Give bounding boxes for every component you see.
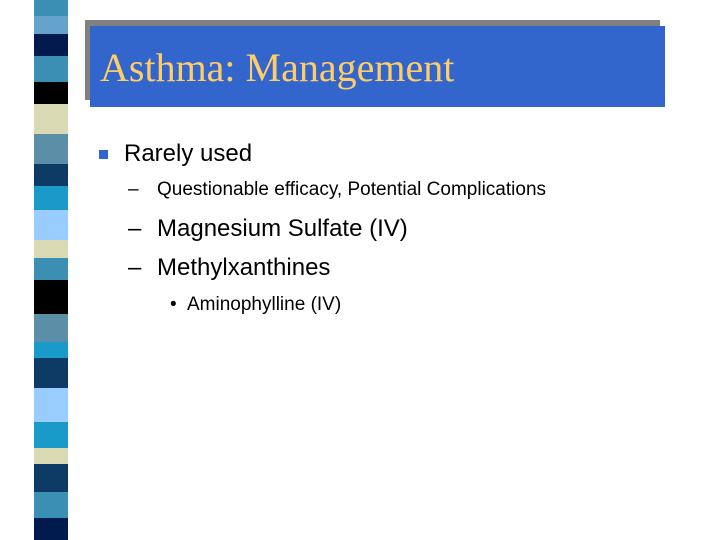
square-bullet-icon	[99, 150, 108, 159]
dash-marker: –	[128, 179, 139, 200]
bullet-rarely-used: Rarely used	[124, 140, 253, 167]
sub-bullet-magnesium: Magnesium Sulfate (IV)	[157, 215, 408, 242]
dash-marker: –	[128, 254, 142, 281]
sub-bullet-methylxanthines: Methylxanthines	[157, 254, 331, 281]
dash-marker: –	[128, 215, 142, 242]
slide-title: Asthma: Management	[100, 45, 455, 90]
sub-sub-bullet-aminophylline: Aminophylline (IV)	[187, 294, 342, 315]
dot-marker: •	[170, 294, 177, 315]
sub-bullet-efficacy: Questionable efficacy, Potential Complications	[157, 179, 547, 200]
decorative-stripe	[34, 0, 68, 540]
